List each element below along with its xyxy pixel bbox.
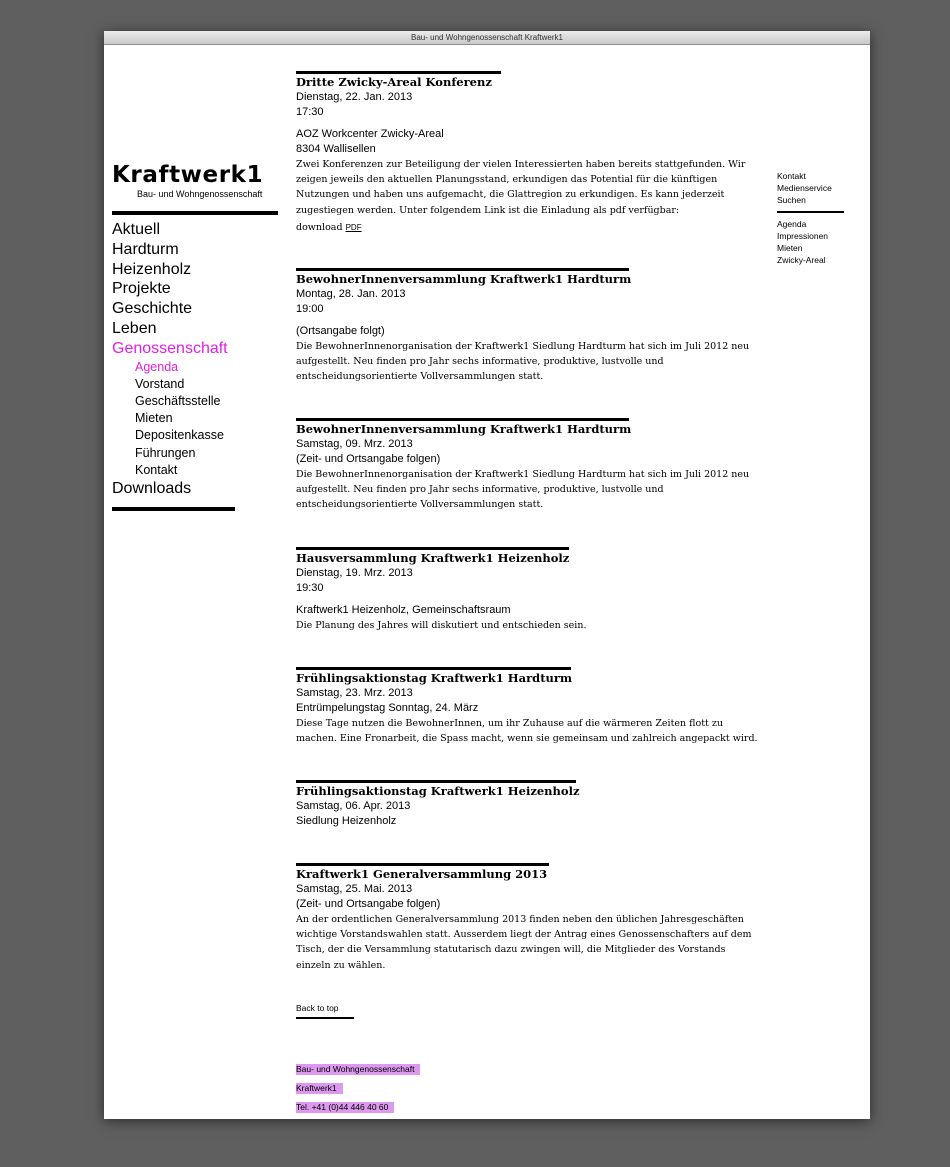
window-titlebar: Bau- und Wohngenossenschaft Kraftwerk1	[104, 31, 870, 45]
event-time: (Zeit- und Ortsangabe folgen)	[296, 453, 441, 465]
agenda-event	[296, 780, 766, 829]
pdf-download-link[interactable]: PDF	[345, 222, 362, 232]
subnav-item-mieten[interactable]: Mieten	[135, 411, 173, 426]
service-link-medienservice[interactable]: Medienservice	[777, 183, 832, 193]
event-location: Siedlung Heizenholz	[296, 815, 397, 827]
event-time: 19:30	[296, 582, 324, 594]
nav-item-aktuell[interactable]: Aktuell	[112, 221, 161, 238]
event-date: Samstag, 09. Mrz. 2013	[296, 438, 413, 450]
logo-subtitle: Bau- und Wohngenossenschaft	[137, 189, 263, 199]
event-date: Dienstag, 19. Mrz. 2013	[296, 567, 413, 579]
agenda-event	[296, 268, 766, 385]
event-title: Kraftwerk1 Generalversammlung 2013	[296, 867, 548, 881]
event-divider	[296, 71, 501, 74]
event-time: (Zeit- und Ortsangabe folgen)	[296, 898, 441, 910]
event-description: Zwei Konferenzen zur Beteiligung der vielen Interessierten haben bereits stattgefunden. Wir zeigen jeweils den aktuellen Planungsstand, erkundigen das Potential für die künftigen Nutzungen und haben uns aufgemacht, die Glattregion zu erkundigen. Es kann jederzeit zugestiegen werden. Unter folgendem Link ist die Einladung als pdf verfügbar:	[296, 159, 746, 216]
event-time: 17:30	[296, 106, 324, 118]
nav-item-heizenholz[interactable]: Heizenholz	[112, 260, 192, 278]
section-navigation	[777, 218, 857, 266]
footer-contact	[296, 1057, 420, 1114]
agenda-event	[296, 418, 766, 513]
event-time: 19:00	[296, 303, 324, 315]
section-link-agenda[interactable]: Agenda	[777, 219, 807, 229]
event-description: Diese Tage nutzen die BewohnerInnen, um ihr Zuhause auf die wärmeren Zeiten flott zu machen. Eine Fronarbeit, die Spass macht, wenn sie gemeinsam und zahlreich angepackt wird.	[296, 718, 758, 745]
event-title: Frühlingsaktionstag Kraftwerk1 Hardturm	[296, 671, 573, 685]
event-date: Dienstag, 22. Jan. 2013	[296, 91, 413, 103]
event-date: Samstag, 06. Apr. 2013	[296, 800, 411, 812]
event-title: Frühlingsaktionstag Kraftwerk1 Heizenholz	[296, 784, 580, 798]
footer-phone: Tel. +41 (0)44 446 40 60	[296, 1102, 394, 1113]
event-description: Die BewohnerInnenorganisation der Kraftwerk1 Siedlung Hardturm hat sich im Juli 2012 neu aufgestellt. Neu finden pro Jahr sechs informative, produktive, lustvolle und entscheidungsorientierte Vollversammlungen statt.	[296, 469, 750, 511]
subnav-item-geschaeftsstelle[interactable]: Geschäftsstelle	[135, 393, 221, 408]
event-divider	[296, 667, 571, 670]
event-download	[296, 221, 766, 235]
event-date: Samstag, 23. Mrz. 2013	[296, 687, 413, 699]
subnav-item-depositenkasse[interactable]: Depositenkasse	[135, 428, 224, 443]
download-label: download	[296, 221, 343, 233]
nav-item-hardturm[interactable]: Hardturm	[112, 240, 179, 258]
event-location-city: 8304 Wallisellen	[296, 143, 376, 155]
agenda-event	[296, 863, 766, 973]
event-title: Hausversammlung Kraftwerk1 Heizenholz	[296, 551, 570, 565]
logo-title: Kraftwerk1	[112, 162, 264, 188]
logo-divider	[112, 211, 278, 215]
event-title: BewohnerInnenversammlung Kraftwerk1 Hardturm	[296, 422, 632, 436]
back-to-top-underline	[296, 1017, 354, 1019]
event-location: (Ortsangabe folgt)	[296, 325, 385, 337]
event-date: Montag, 28. Jan. 2013	[296, 288, 406, 300]
event-title: Dritte Zwicky-Areal Konferenz	[296, 75, 492, 89]
subnav-item-fuehrungen[interactable]: Führungen	[135, 445, 196, 460]
section-link-zwicky-areal[interactable]: Zwicky-Areal	[777, 255, 826, 265]
section-link-impressionen[interactable]: Impressionen	[777, 231, 829, 241]
event-divider	[296, 780, 576, 783]
section-link-mieten[interactable]: Mieten	[777, 243, 803, 253]
nav-item-leben[interactable]: Leben	[112, 319, 157, 337]
service-link-kontakt[interactable]: Kontakt	[777, 171, 806, 181]
service-navigation	[777, 170, 857, 206]
event-title: BewohnerInnenversammlung Kraftwerk1 Hardturm	[296, 272, 632, 286]
service-nav-divider	[777, 211, 844, 213]
event-divider	[296, 418, 629, 421]
event-date: Samstag, 25. Mai. 2013	[296, 883, 413, 895]
browser-window	[104, 31, 870, 1119]
nav-item-geschichte[interactable]: Geschichte	[112, 300, 193, 318]
agenda-event	[296, 71, 766, 235]
agenda-event	[296, 667, 766, 746]
subnav-item-kontakt[interactable]: Kontakt	[135, 462, 178, 477]
event-description: Die BewohnerInnenorganisation der Kraftwerk1 Siedlung Hardturm hat sich im Juli 2012 neu aufgestellt. Neu finden pro Jahr sechs informative, produktive, lustvolle und entscheidungsorientierte Vollversammlungen statt.	[296, 341, 750, 383]
event-time: Entrümpelungstag Sonntag, 24. März	[296, 702, 479, 714]
subnav-item-agenda[interactable]: Agenda	[135, 359, 179, 374]
event-divider	[296, 268, 629, 271]
nav-item-downloads[interactable]: Downloads	[112, 480, 192, 497]
subnav-item-vorstand[interactable]: Vorstand	[135, 376, 185, 391]
event-divider	[296, 547, 569, 550]
event-divider	[296, 863, 549, 866]
event-description: An der ordentlichen Generalversammlung 2013 finden neben den üblichen Jahresgeschäften wichtige Vorstandswahlen statt. Ausserdem liegt der Antrag eines Genossenschafters auf dem Tisch, der die Versammlung statutarisch dazu zwingen will, die Mitglieder des Vorstands einzeln zu wählen.	[296, 914, 752, 971]
footer-organisation: Bau- und Wohngenossenschaft	[296, 1064, 420, 1075]
footer-name: Kraftwerk1	[296, 1083, 343, 1094]
service-link-suchen[interactable]: Suchen	[777, 195, 806, 205]
event-location: AOZ Workcenter Zwicky-Areal	[296, 128, 444, 140]
agenda-event	[296, 547, 766, 633]
back-to-top-link[interactable]: Back to top	[296, 1003, 339, 1013]
main-navigation	[112, 220, 282, 499]
site-logo[interactable]	[112, 162, 277, 199]
nav-item-projekte[interactable]: Projekte	[112, 280, 171, 298]
event-description: Die Planung des Jahres will diskutiert und entschieden sein.	[296, 620, 587, 631]
nav-bottom-divider	[112, 507, 235, 511]
nav-item-genossenschaft[interactable]: Genossenschaft	[112, 339, 228, 357]
event-location: Kraftwerk1 Heizenholz, Gemeinschaftsraum	[296, 604, 511, 616]
